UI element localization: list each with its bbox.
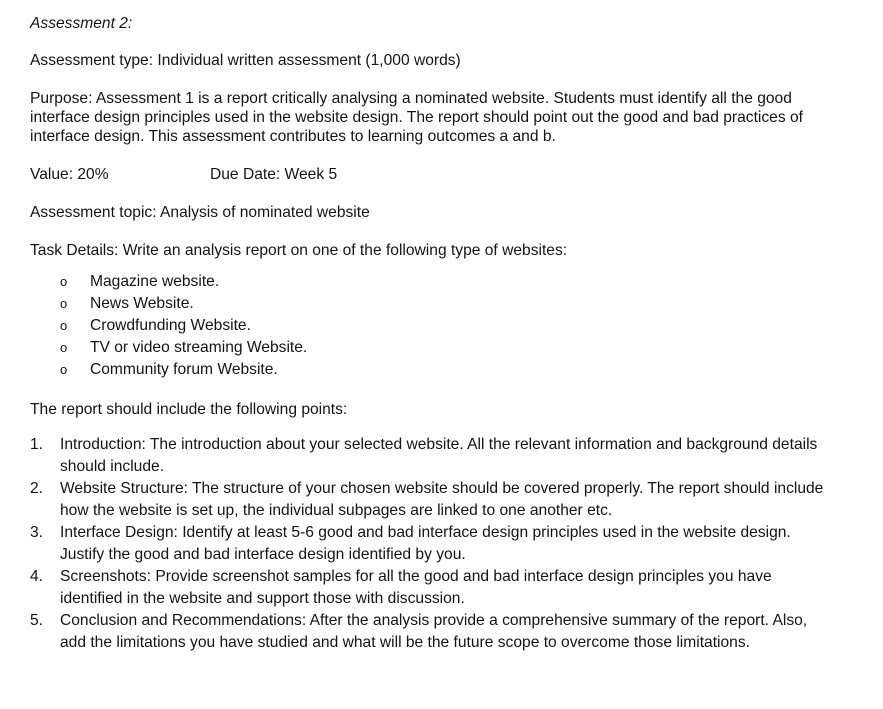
list-item: o TV or video streaming Website. xyxy=(30,337,830,359)
list-item: o Crowdfunding Website. xyxy=(30,315,830,337)
task-details: Task Details: Write an analysis report on one of the following type of websites: xyxy=(30,242,568,259)
list-item: 1. Introduction: The introduction about your selected website. All the relevant information and background details should include. xyxy=(30,436,818,475)
document-title: Assessment 2: xyxy=(30,15,133,32)
list-item: 4. Screenshots: Provide screenshot samples for all the good and bad interface design principles you have identified in the website and support those with discussion. xyxy=(30,568,772,607)
list-item: o Magazine website. xyxy=(30,271,830,293)
value-text: Value: 20% xyxy=(30,166,109,183)
value-due-row xyxy=(30,165,830,184)
assessment-type: Assessment type: Individual written assessment (1,000 words) xyxy=(30,52,461,69)
report-points-list xyxy=(30,434,830,654)
due-date-text: Due Date: Week 5 xyxy=(210,166,338,183)
points-intro: The report should include the following points: xyxy=(30,401,348,418)
bullet-marker: o xyxy=(60,274,68,289)
list-item: o Community forum Website. xyxy=(30,359,830,381)
list-item: 3. Interface Design: Identify at least 5-6 good and bad interface design principles used in the website design. Justify the good and bad interface design identified by you. xyxy=(30,524,791,563)
website-types-list xyxy=(30,271,830,381)
bullet-marker: o xyxy=(60,340,68,355)
bullet-marker: o xyxy=(60,296,68,311)
document-page xyxy=(30,13,830,654)
list-item: 5. Conclusion and Recommendations: After the analysis provide a comprehensive summary of the report. Also, add the limitations you have studied and what will be the future scope to overcome those limitations. xyxy=(30,612,808,651)
purpose-paragraph: Purpose: Assessment 1 is a report critically analysing a nominated website. Students must identify all the good interface design principles used in the website design. The report should point out the good and bad practices of interface design. This assessment contributes to learning outcomes a and b. xyxy=(30,90,803,145)
list-item: 2. Website Structure: The structure of your chosen website should be covered properly. The report should include how the website is set up, the individual subpages are linked to one another etc. xyxy=(30,480,824,519)
bullet-marker: o xyxy=(60,362,68,377)
assessment-topic: Assessment topic: Analysis of nominated website xyxy=(30,204,370,221)
list-item: o News Website. xyxy=(30,293,830,315)
bullet-marker: o xyxy=(60,318,68,333)
